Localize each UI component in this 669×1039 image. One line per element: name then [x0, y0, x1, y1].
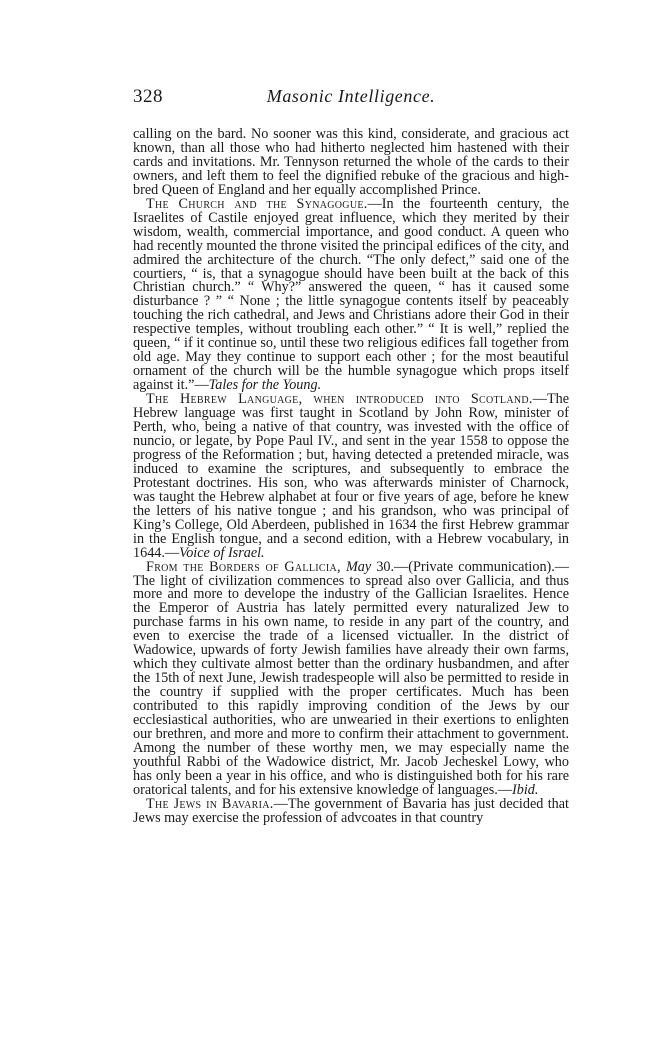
source-citation: Voice of Israel. — [179, 544, 265, 561]
paragraph-church-synagogue — [133, 195, 569, 394]
source-citation: Tales for the Young. — [208, 377, 322, 394]
section-heading: From the Borders of Gallicia, — [146, 558, 341, 575]
section-heading: The Church and the Synagogue. — [146, 195, 368, 212]
section-heading: The Hebrew Language, when introduced into Scotland. — [146, 391, 533, 408]
paragraph-bavaria — [133, 795, 569, 826]
paragraph-text: —In the fourteenth century, the Israelites of Castile enjoyed great influence, which they merited by their wisdom, wealth, commercial importance, and good conduct. A queen who had recently mounted the throne visited the principal edifices of the city, and admired the architecture of the church. “The only defect,” said one of the courtiers, “ is, that a synagogue should have been built at the back of this Christian church.” “ Why?” answered the queen, “ has it caused some disturbance ? ” “ None ; the little synagogue contents itself by peaceably touching the rich cathedral, and Jews and Christians adore their God in their respective temples, without troubling each other.” “ It is well,” replied the queen, “ if it continue so, until these two religious edifices fall together from old age. May they continue to support each other ; for the most beautiful ornament of the church will be the humble synagogue which props itself against it.”— — [133, 195, 569, 394]
paragraph-tennyson — [133, 128, 569, 198]
page-header — [133, 86, 569, 108]
paragraph-text: —The government of Bavaria has just decided that Jews may exercise the profession of advcoates in that country — [133, 795, 569, 826]
paragraph-text: calling on the bard. No sooner was this kind, considerate, and gracious act known, than all those who had hitherto neglected him hastened with their cards and invitations. Mr. Tennyson returned the whole of the cards to their owners, and left them to feel the dignified rebuke of the gracious and high-bred Queen of England and her equally accomplished Prince. — [133, 126, 569, 198]
article-body — [133, 128, 569, 826]
paragraph-gallicia — [133, 558, 569, 798]
paragraph-text: —The Hebrew language was first taught in Scotland by John Row, minister of Perth, who, being a native of that country, was invested with the office of nuncio, or legate, by Pope Paul IV., and sent in the year 1558 to oppose the progress of the Reformation ; but, having detected a pretended miracle, was induced to examine the scriptures, and subsequently to embrace the Protestant doctrines. His son, who was afterwards minister of Charnock, was taught the Hebrew alphabet at four or five years of age, before he knew the letters of his native tongue ; and his grandson, who was principal of King’s College, Old Aberdeen, published in 1634 the first Hebrew grammar in the English tongue, and a second edition, with a Hebrew vocabulary, in 1644.— — [133, 391, 569, 561]
section-heading: The Jews in Bavaria. — [146, 795, 274, 812]
dateline-month: May — [345, 558, 372, 575]
running-head: Masonic Intelligence. — [266, 86, 436, 106]
source-citation: Ibid. — [512, 781, 539, 798]
paragraph-hebrew-language — [133, 393, 569, 560]
paragraph-text: 30.—(Private communication).—The light of civilization commences to spread also over Gallicia, and thus more and more to develope the industry of the Gallician Israelites. Hence the Emperor of Austria has lately permitted every naturalized Jew to purchase farms in his own name, to reside in any part of the country, and even to exercise the trade of a licensed victualler. In the district of Wadowice, upwards of forty Jewish families have already their own farms, which they cultivate almost better than the ordinary husbandmen, and after the 15th of next June, Jewish tradespeople will also be permitted to reside in the country if supplied with the proper certificates. Much has been contributed to this rapidly improving condition of the Jews by our ecclesiastical authorities, who are unwearied in their exertions to enlighten our brethren, and more and more to confirm their attachment to government. Among the number of these worthy men, we may especially name the youthful Rabbi of the Wadowice district, Mr. Jacob Jecheskel Lowy, who has only been a year in his office, and who is distinguished both for his rare oratorical talents, and for his extensive knowledge of languages.— — [133, 558, 569, 798]
page-number: 328 — [133, 86, 163, 107]
